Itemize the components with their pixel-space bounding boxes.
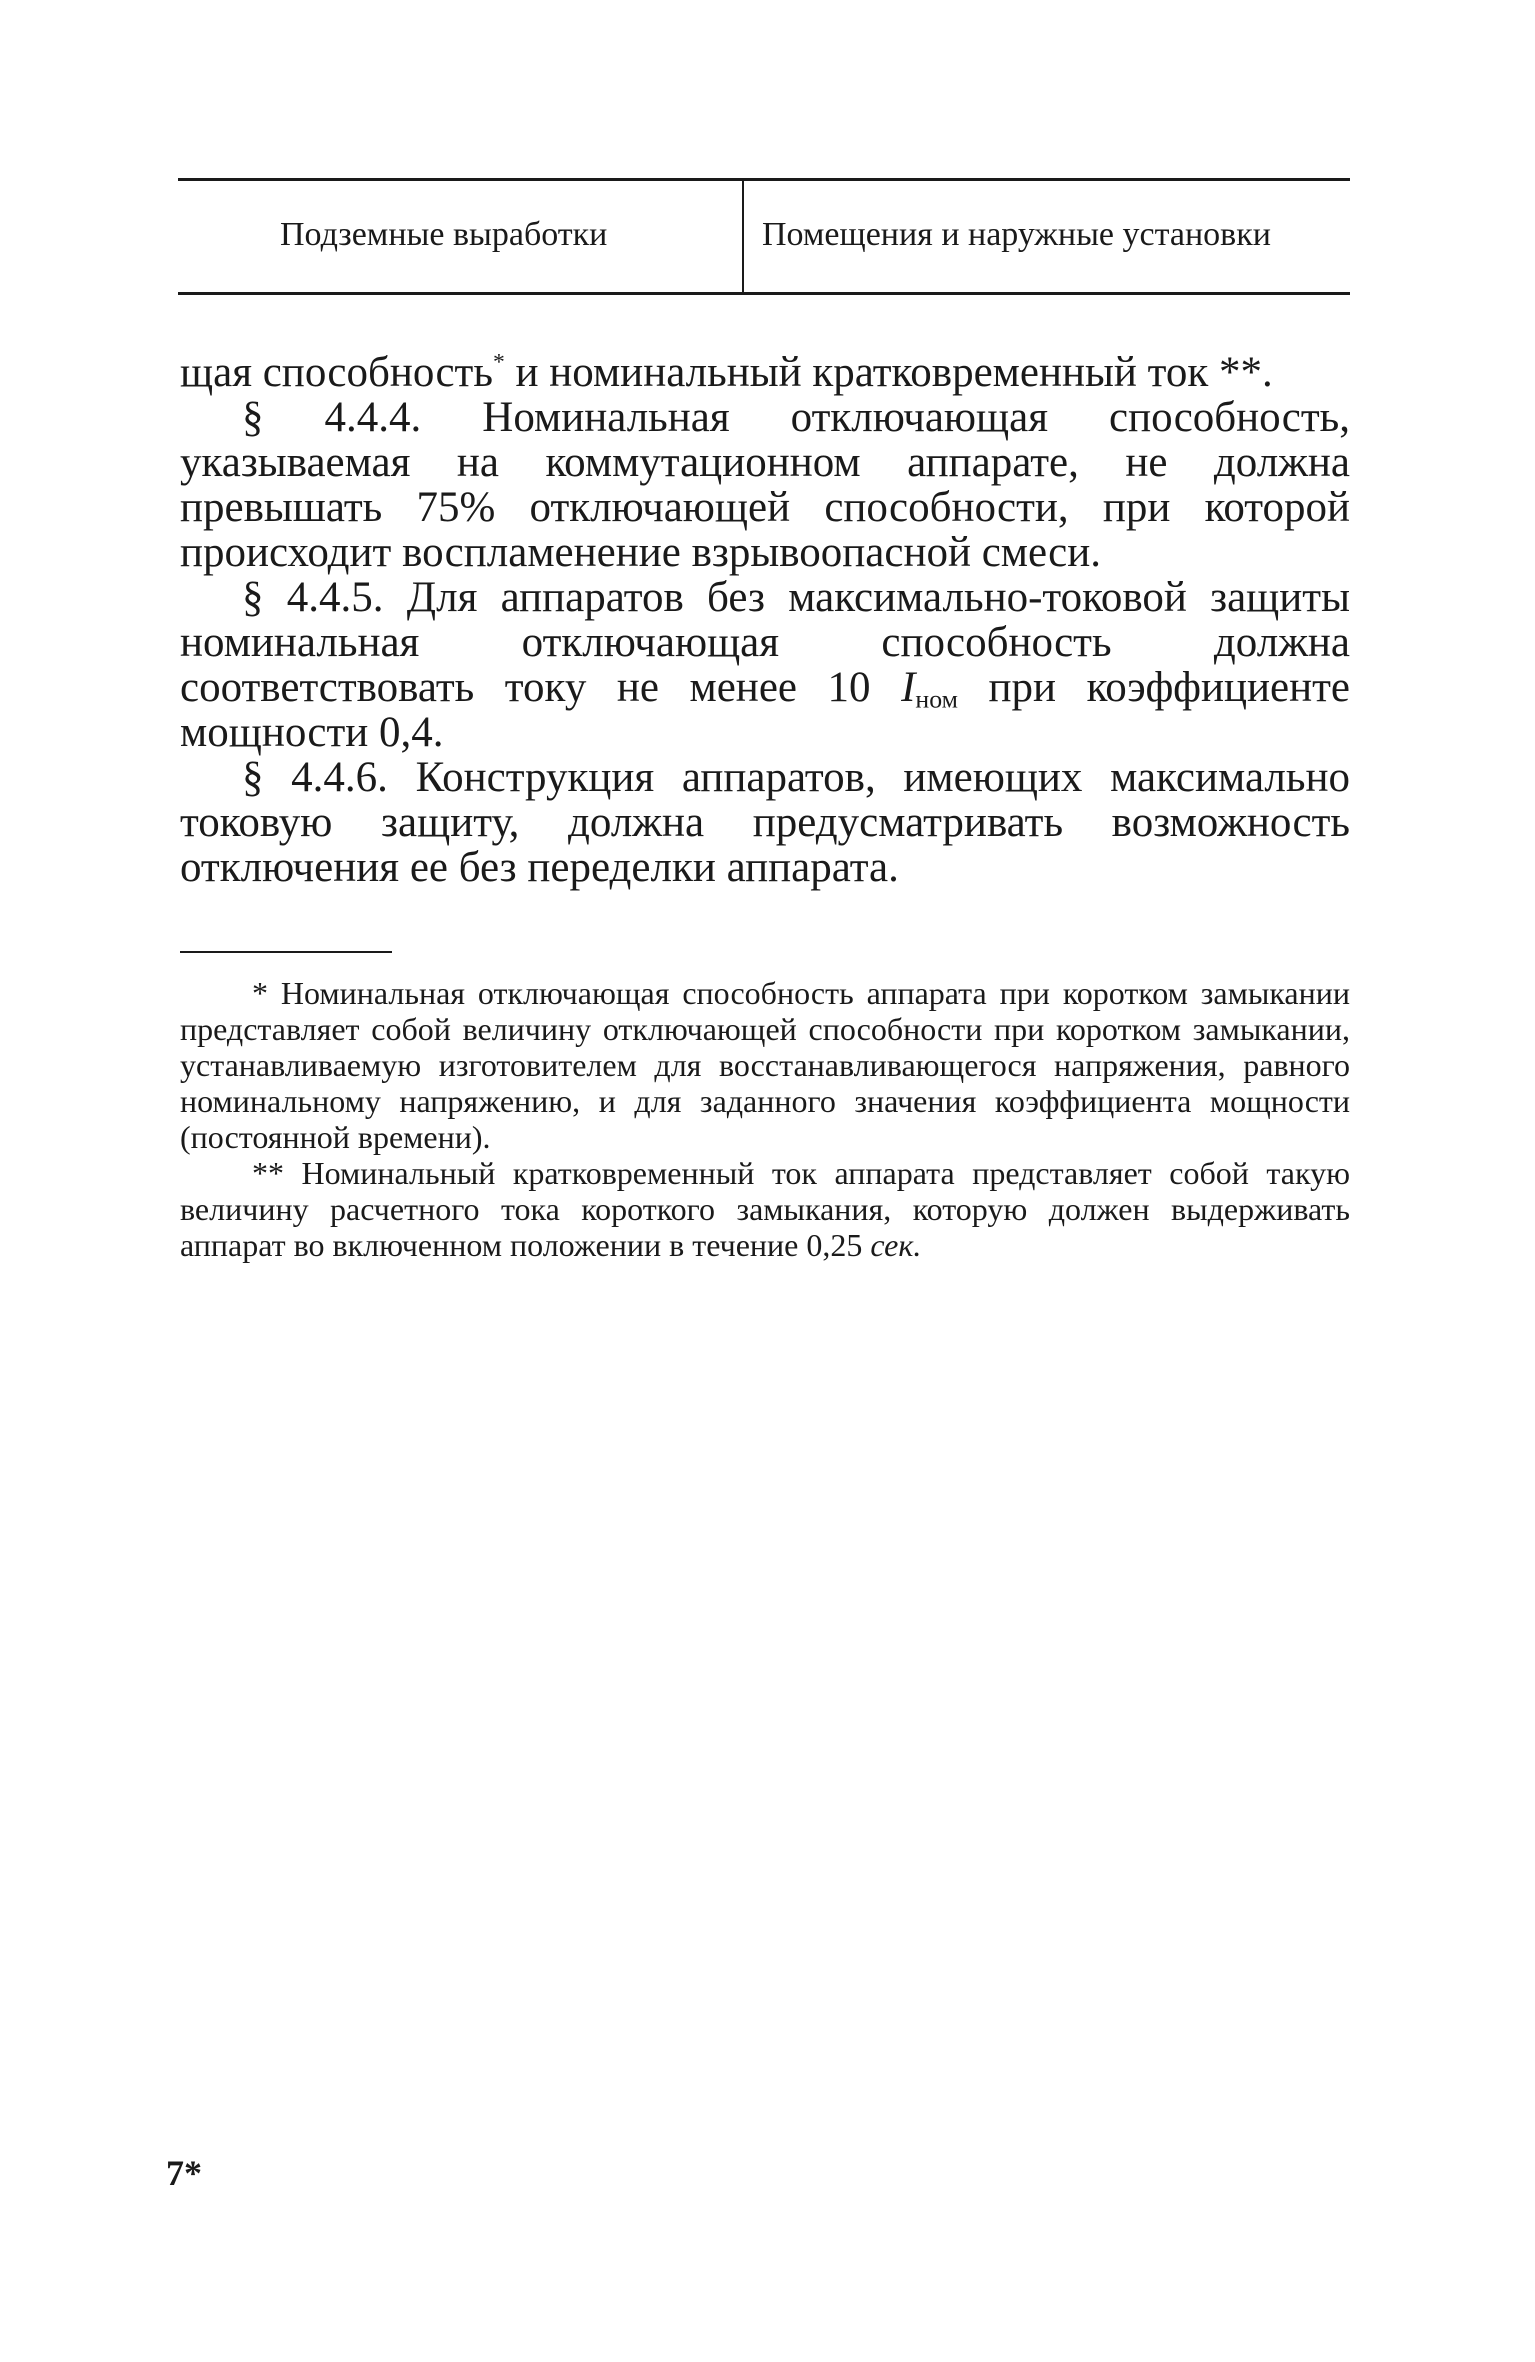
header-top-rule [178,178,1350,181]
footnote-1: * Номинальная отключающая способность аппарата при коротком замыкании представляет собой величину отключающей способности при коротком замыкании, устанавливаемую изготовителем для восстанавливающегося напряжения, равного номинальному напряжению, и для заданного значения коэффициента мощности (постоянной времени). [180,975,1350,1155]
current-subscript: ном [915,684,958,714]
page-number: 7* [166,2153,202,2193]
header-column-divider [742,178,744,292]
paragraph-4-4-5 [180,575,1350,755]
fn2-unit: сек. [870,1227,922,1263]
current-symbol: I [901,664,916,711]
p1-text-b: и номинальный кратковременный ток [504,349,1219,396]
p3-text-a: § 4.4.5. Для аппаратов без максимально-токовой защиты номинальная отключающая способность должна соответствовать току не менее 10 [180,574,1350,711]
p3-text-b: при коэффициенте мощности 0,4. [180,664,1350,756]
footnote-separator [180,951,392,953]
paragraph-4-4-6: § 4.4.6. Конструкция аппаратов, имеющих максимально токовую защиту, должна предусматривать возможность отключения ее без переделки аппарата. [180,754,1350,891]
footnote-ref-1: * [492,349,505,376]
p1-text-a: щая способность [180,349,493,396]
header-left-cell: Подземные выработки [280,216,608,253]
footnote-ref-2: ** [1219,349,1262,396]
p1-end: . [1262,349,1273,396]
footnote-2 [180,1155,1350,1263]
header-right-cell: Помещения и наружные установки [762,216,1271,253]
body-text [180,350,1350,890]
paragraph-4-4-4: § 4.4.4. Номинальная отключающая способность, указываемая на коммутационном аппарате, не должна превышать 75% отключающей способности, при которой происходит воспламенение взрывоопасной смеси. [180,394,1350,576]
footnotes [180,975,1350,1263]
fn2-text: ** Номинальный кратковременный ток аппарата представляет собой такую величину расчетного тока короткого замыкания, которую должен выдерживать аппарат во включенном положении в течение 0,25 [180,1155,1350,1263]
header-bottom-rule [178,292,1350,295]
paragraph-continuation [180,350,1350,395]
